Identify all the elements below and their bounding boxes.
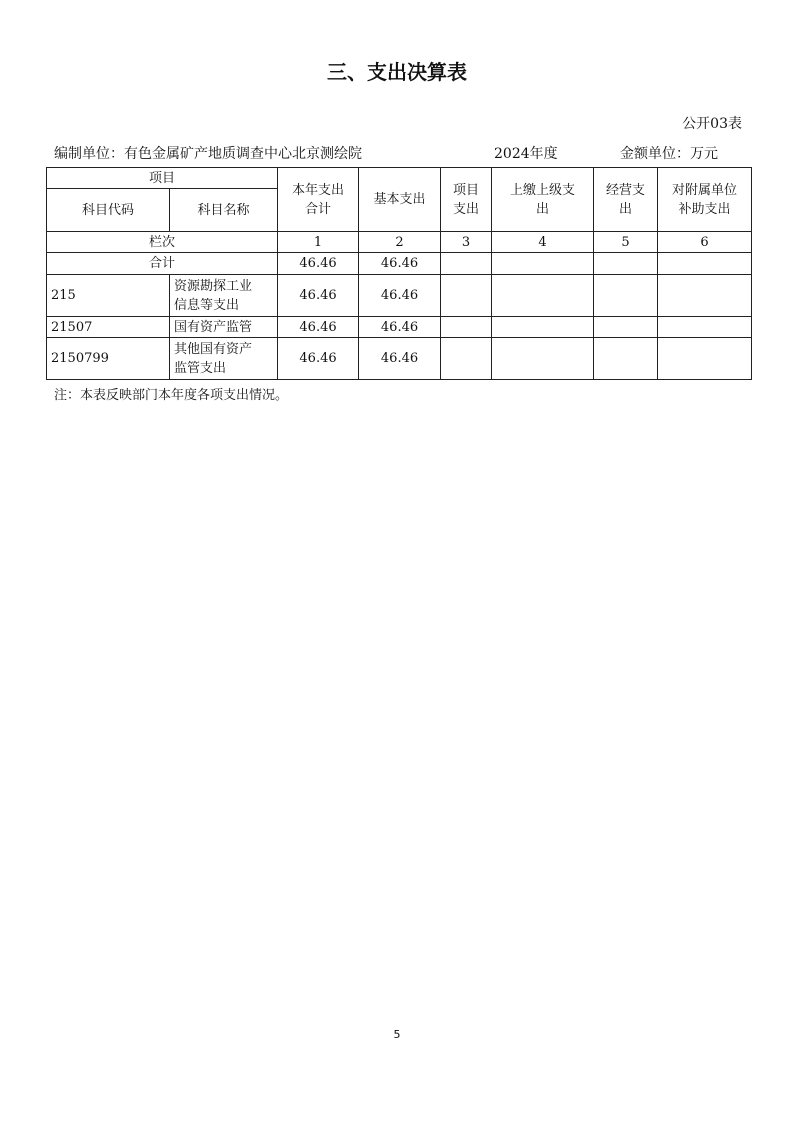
money-unit: 金额单位：万元: [620, 146, 718, 162]
total-basic: 46.46: [359, 253, 441, 275]
subject-name: 资源勘探工业 信息等支出: [170, 275, 278, 317]
column-number: 2: [359, 232, 441, 253]
table-row: [47, 275, 752, 317]
header-business: 经营支 出: [594, 168, 658, 232]
header-name: 科目名称: [170, 189, 278, 232]
header-total: 本年支出 合计: [278, 168, 359, 232]
table-row: [47, 338, 752, 380]
row-basic: 46.46: [359, 338, 441, 380]
form-number: 公开03表: [682, 116, 742, 132]
row-total: 46.46: [278, 275, 359, 317]
table-note: 注：本表反映部门本年度各项支出情况。: [54, 388, 289, 403]
page-title: 三、支出决算表: [327, 60, 467, 84]
compiling-unit: 编制单位：有色金属矿产地质调查中心北京测绘院: [54, 146, 362, 162]
subject-code: 215: [47, 275, 170, 317]
total-row: [47, 253, 752, 275]
row-basic: 46.46: [359, 275, 441, 317]
row-total: 46.46: [278, 338, 359, 380]
subject-name: 其他国有资产 监管支出: [170, 338, 278, 380]
subject-code: 21507: [47, 317, 170, 338]
header-project-exp: 项目 支出: [441, 168, 492, 232]
column-number: 3: [441, 232, 492, 253]
column-number: 1: [278, 232, 359, 253]
fiscal-year: 2024年度: [494, 146, 558, 162]
column-label: 栏次: [47, 232, 278, 253]
header-row-1: [47, 168, 752, 189]
header-basic: 基本支出: [359, 168, 441, 232]
row-total: 46.46: [278, 317, 359, 338]
column-number: 5: [594, 232, 658, 253]
row-basic: 46.46: [359, 317, 441, 338]
header-code: 科目代码: [47, 189, 170, 232]
total-label: 合计: [47, 253, 278, 275]
header-upper: 上缴上级支 出: [492, 168, 594, 232]
subject-code: 2150799: [47, 338, 170, 380]
column-number: 6: [658, 232, 752, 253]
page-number: 5: [393, 1028, 401, 1041]
column-number: 4: [492, 232, 594, 253]
table-row: [47, 317, 752, 338]
total-amount: 46.46: [278, 253, 359, 275]
header-project: 项目: [47, 168, 278, 189]
subject-name: 国有资产监管: [170, 317, 278, 338]
column-number-row: [47, 232, 752, 253]
expenditure-table: [46, 167, 752, 380]
header-subsidiary: 对附属单位 补助支出: [658, 168, 752, 232]
